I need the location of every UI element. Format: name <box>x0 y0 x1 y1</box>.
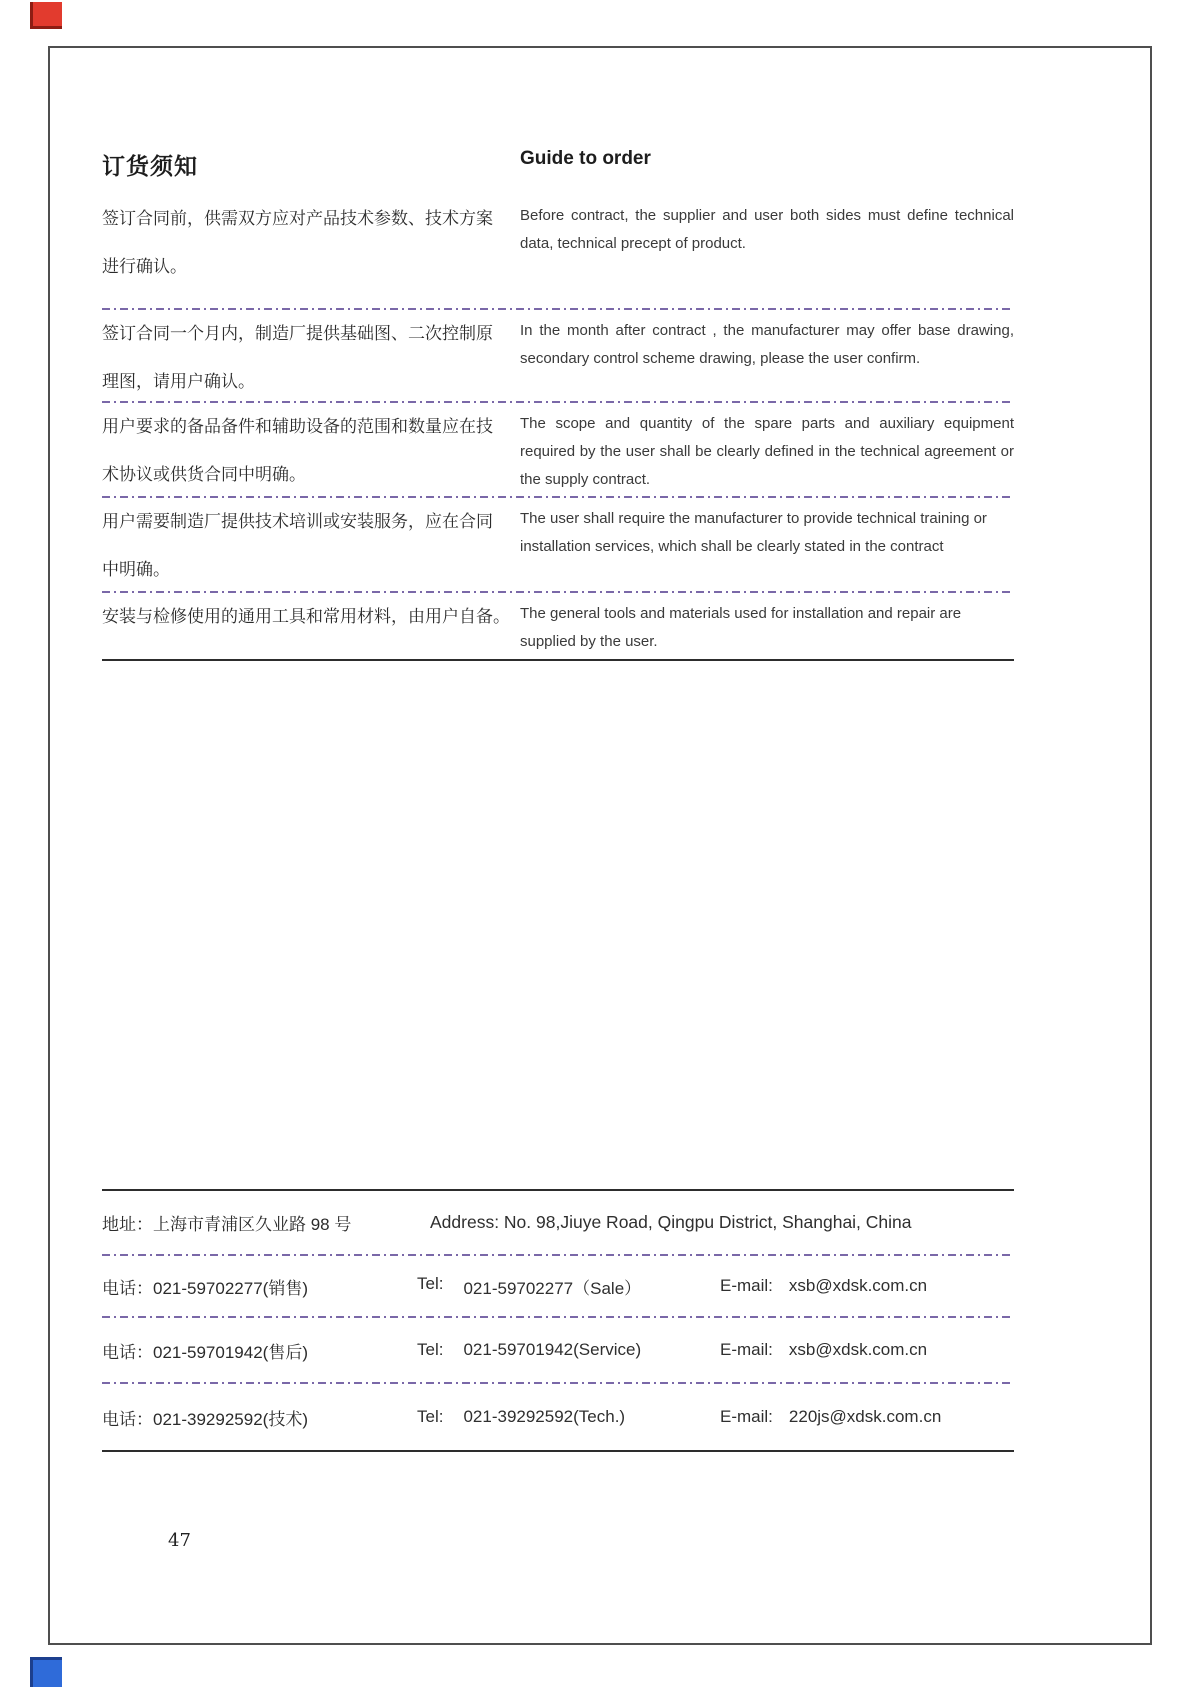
email-label: E-mail: <box>720 1340 773 1359</box>
email-value: xsb@xdsk.com.cn <box>788 1340 928 1359</box>
tel-label: Tel: <box>417 1407 444 1426</box>
phone-row <box>102 1318 1014 1382</box>
guide-title-en: Guide to order <box>520 148 651 169</box>
email-value: 220js@xdsk.com.cn <box>788 1407 942 1426</box>
tel-label: Tel: <box>417 1273 444 1293</box>
tel-group <box>417 1407 720 1427</box>
email-group <box>720 1276 927 1296</box>
guide-row <box>102 310 1014 401</box>
guide-row-zh: 用户要求的备品备件和辅助设备的范围和数量应在技术协议或供货合同中明确。 <box>102 417 493 484</box>
phone-zh: 电话：021-59702277(销售) <box>102 1278 308 1298</box>
email-group <box>720 1407 941 1427</box>
guide-row-en: The user shall require the manufacturer to provide technical training or installation services, which shall be clearly stated in the contract <box>520 510 987 555</box>
guide-header <box>102 148 1014 181</box>
tel-value: 021-59701942(Service) <box>463 1340 642 1359</box>
guide-row-en: The scope and quantity of the spare parts and auxiliary equipment required by the user shall be clearly defined in the technical agreement or the supply contract. <box>520 415 1014 488</box>
tel-label: Tel: <box>417 1340 444 1359</box>
guide-row <box>102 195 1014 308</box>
guide-row-zh: 签订合同前，供需双方应对产品技术参数、技术方案进行确认。 <box>102 209 493 276</box>
guide-row <box>102 593 1014 659</box>
guide-row-zh: 签订合同一个月内，制造厂提供基础图、二次控制原理图，请用户确认。 <box>102 324 493 391</box>
tel-value: 021-39292592(Tech.) <box>463 1407 626 1426</box>
tel-group <box>417 1340 720 1360</box>
page-number: 47 <box>168 1530 191 1551</box>
phone-zh: 电话：021-59701942(售后) <box>102 1342 308 1362</box>
email-label: E-mail: <box>720 1276 773 1295</box>
guide-section <box>102 148 1014 661</box>
phone-row <box>102 1384 1014 1450</box>
solid-divider <box>102 659 1014 661</box>
tel-group <box>417 1274 720 1299</box>
email-label: E-mail: <box>720 1407 773 1426</box>
guide-row <box>102 498 1014 591</box>
solid-divider <box>102 1450 1014 1452</box>
phone-row <box>102 1256 1014 1316</box>
guide-row-en: In the month after contract , the manufacturer may offer base drawing, secondary control scheme drawing, please the user confirm. <box>520 322 1014 367</box>
email-value: xsb@xdsk.com.cn <box>788 1276 928 1295</box>
guide-row <box>102 403 1014 496</box>
address-en: Address: No. 98,Jiuye Road, Qingpu District, Shanghai, China <box>430 1212 912 1232</box>
guide-row-en: The general tools and materials used for installation and repair are supplied by the user. <box>520 605 962 650</box>
guide-title-zh: 订货须知 <box>102 153 198 179</box>
blue-corner-mark <box>30 1657 62 1687</box>
email-group <box>720 1340 927 1360</box>
guide-row-en: Before contract, the supplier and user both sides must define technical data, technical precept of product. <box>520 207 1014 252</box>
guide-row-zh: 用户需要制造厂提供技术培训或安装服务，应在合同中明确。 <box>102 512 493 579</box>
address-row <box>102 1191 1014 1254</box>
address-zh: 地址：上海市青浦区久业路 98 号 <box>102 1215 352 1234</box>
tel-value: 021-59702277（Sale） <box>463 1278 642 1298</box>
contact-section <box>102 1189 1014 1452</box>
red-corner-mark <box>30 2 62 29</box>
document-page <box>48 46 1152 1645</box>
phone-zh: 电话：021-39292592(技术) <box>102 1409 308 1429</box>
guide-row-zh: 安装与检修使用的通用工具和常用材料，由用户自备。 <box>102 607 510 626</box>
